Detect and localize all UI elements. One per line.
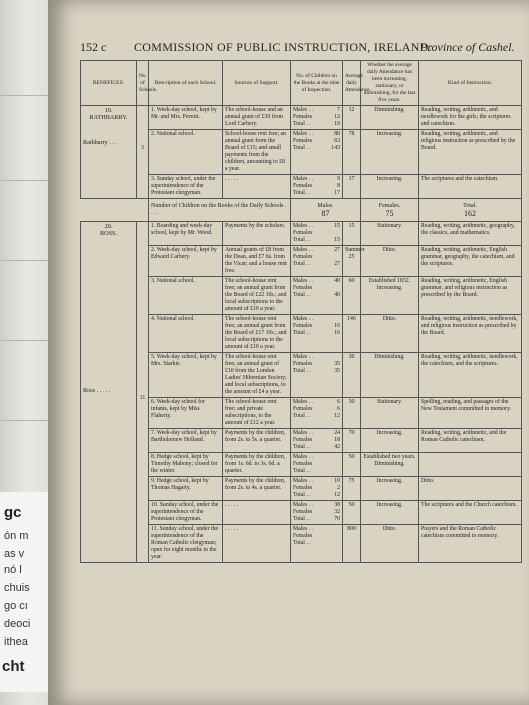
snippet-line: ithea bbox=[4, 636, 28, 648]
kind-of-instruction: Spelling, reading, and passages of the New Testament committed to memory. bbox=[419, 398, 522, 429]
average-attendance: 800 bbox=[343, 525, 361, 563]
kind-of-instruction: Reading, writing, arithmetic, needlework, the catechism, and the scriptures. bbox=[419, 353, 522, 398]
school-support: Annual grants of £8 from the Dean, and £7 6s. from the Vicar; and a house rent free. bbox=[223, 246, 291, 277]
average-attendance: 60 bbox=[343, 277, 361, 315]
kind-of-instruction: Reading, writing, arithmetic, English grammar, geography, the catechism, and the scriptures. bbox=[419, 246, 522, 277]
table-row bbox=[81, 222, 522, 246]
children-counts: Males . . Females 16 Total . . 16 bbox=[291, 315, 343, 353]
col-children: No. of Children on the Books at the time of Inspection. bbox=[291, 61, 343, 106]
children-counts: Males . . 24 Females 18 Total . . 42 bbox=[291, 429, 343, 453]
attendance-trend: Diminishing. bbox=[361, 106, 419, 130]
kind-of-instruction: Reading, writing, arithmetic, English grammar, and religious instruction as prescribed by the Board. bbox=[419, 277, 522, 315]
summary-section bbox=[81, 199, 522, 222]
school-description: 3. Sunday school, under the superintendence of the Protestant clergyman. bbox=[149, 175, 223, 199]
school-support: The school-house rent free; and private subscriptions, to the amount of £12 a year. bbox=[223, 398, 291, 429]
benefice-number: 10. bbox=[104, 107, 113, 114]
school-description: 4. National school. bbox=[149, 315, 223, 353]
school-support: School-house rent free; an annual grant from the Board of £15; and small payments from the children, amounting to £8 a year. bbox=[223, 130, 291, 175]
school-description: 1. Week-day school, kept by Mr. and Mrs. Perrott. bbox=[149, 106, 223, 130]
children-counts: Males . . Females Total . . bbox=[291, 453, 343, 477]
average-attendance: 146 bbox=[343, 315, 361, 353]
children-counts: Males . . 10 Females 2 Total . . 12 bbox=[291, 477, 343, 501]
snippet-line: ón m bbox=[4, 530, 29, 542]
school-support: The school-house rent free; an annual grant from the Board of £22 10s.; and local subscriptions to the amount of £10 a year. bbox=[223, 277, 291, 315]
children-counts: Males . . 80 Females 63 Total . . 143 bbox=[291, 130, 343, 175]
attendance-trend: Ditto. bbox=[361, 246, 419, 277]
school-description: 2. Week-day school, kept by Edward Carbery. bbox=[149, 246, 223, 277]
children-counts: Males . . 40 Females Total . . 40 bbox=[291, 277, 343, 315]
attendance-trend: Increasing. bbox=[361, 477, 419, 501]
school-support: . . . . . bbox=[223, 525, 291, 563]
snippet-line: deoci bbox=[4, 618, 31, 630]
school-support: The school-house and an annual grant of £30 from Lord Carbery. bbox=[223, 106, 291, 130]
col-no-schools: No. of Schools. bbox=[137, 61, 149, 106]
kind-of-instruction: The scriptures and the catechism. bbox=[419, 175, 522, 199]
benefice-number: 20. bbox=[104, 223, 113, 230]
attendance-trend: Increasing. bbox=[361, 175, 419, 199]
average-attendance: 30 bbox=[343, 353, 361, 398]
kind-of-instruction: Reading, writing, arithmetic, and the Roman Catholic catechism. bbox=[419, 429, 522, 453]
table-row bbox=[81, 106, 522, 130]
school-description: 7. Week-day school, kept by Bartholomew Holland. bbox=[149, 429, 223, 453]
kind-of-instruction: Reading, writing, arithmetic, needlework, and religious instruction as prescribed by the Board. bbox=[419, 315, 522, 353]
snippet-line: nó l bbox=[4, 564, 22, 576]
attendance-trend: Stationary. bbox=[361, 398, 419, 429]
children-counts: Males . . 6 Females 6 Total . . 12 bbox=[291, 398, 343, 429]
table-header-row bbox=[81, 61, 522, 106]
school-support: . . . . . bbox=[223, 501, 291, 525]
attendance-trend: Diminishing. bbox=[361, 353, 419, 398]
school-support: Payments by the children, from 2s. to 4s. a quarter. bbox=[223, 477, 291, 501]
school-support: The school-house rent free; an annual grant of £10 from the London Ladies' Hibernian Society; and local subscriptions, to the amount of £4 a year. bbox=[223, 353, 291, 398]
benefice-label: Ross . . . . . bbox=[83, 387, 111, 394]
average-attendance: 78 bbox=[343, 130, 361, 175]
snippet-line: go cı bbox=[4, 600, 28, 612]
attendance-trend: Increasing. bbox=[361, 501, 419, 525]
school-description: 2. National school. bbox=[149, 130, 223, 175]
summary-row bbox=[81, 199, 522, 222]
school-description: 3. National school. bbox=[149, 277, 223, 315]
school-description: 1. Boarding and week-day school, kept by Mr. Wood. bbox=[149, 222, 223, 246]
province-label: Province of Cashel. bbox=[420, 40, 515, 54]
benefice-name: RATHBARRY. bbox=[89, 114, 128, 121]
school-count: 3 bbox=[137, 106, 149, 199]
summary-females: Females. 75 bbox=[361, 199, 419, 222]
summary-label: Number of Children on the Books of the Daily Schools . . . . bbox=[149, 199, 291, 222]
school-description: 10. Sunday school, under the superintendence of the Protestant clergyman. bbox=[149, 501, 223, 525]
attendance-trend: Established 1832. Increasing. bbox=[361, 277, 419, 315]
average-attendance: 70 bbox=[343, 429, 361, 453]
school-support: The school-house rent free; an annual grant from the Board of £17 10s.; and local subscriptions to the amount of £10 a year. bbox=[223, 315, 291, 353]
children-counts: Males . . Females Total . . bbox=[291, 525, 343, 563]
school-count: 11 bbox=[137, 222, 149, 563]
snippet-line: cht bbox=[2, 658, 25, 675]
school-description: 8. Hedge school, kept by Timothy Mahony; closed for the winter. bbox=[149, 453, 223, 477]
book-page bbox=[48, 0, 529, 705]
average-attendance: 12 bbox=[343, 106, 361, 130]
school-description: 6. Week-day school for infants, kept by Miss Flaherty. bbox=[149, 398, 223, 429]
snippet-line: as v bbox=[4, 548, 25, 560]
kind-of-instruction: The scriptures and the Church catechism. bbox=[419, 501, 522, 525]
children-counts: Males . . 15 Females Total . . 15 bbox=[291, 222, 343, 246]
benefice-cell bbox=[81, 106, 137, 199]
col-support: Sources of Support. bbox=[223, 61, 291, 106]
kind-of-instruction: Reading, writing, arithmetic, geography, the classics, and mathematics. bbox=[419, 222, 522, 246]
col-benefices: BENEFICES. bbox=[81, 61, 137, 106]
attendance-trend: Stationary. bbox=[361, 222, 419, 246]
attendance-trend: Established two years. Diminishing. bbox=[361, 453, 419, 477]
average-attendance: 75 bbox=[343, 477, 361, 501]
col-trend: Whether the average daily Attendance has been increasing, stationary, or diminishing, for the last five years. bbox=[361, 61, 419, 106]
page-title: COMMISSION OF PUBLIC INSTRUCTION, IRELAND. bbox=[134, 40, 432, 54]
attendance-trend: Increasing. bbox=[361, 429, 419, 453]
col-average: Average daily Attendance. bbox=[343, 61, 361, 106]
snippet-line: gc bbox=[4, 504, 22, 521]
children-counts: Males . . Females 35 Total . . 35 bbox=[291, 353, 343, 398]
average-attendance: Summer 25 bbox=[343, 246, 361, 277]
attendance-trend: Ditto. bbox=[361, 315, 419, 353]
average-attendance: 17 bbox=[343, 175, 361, 199]
children-counts: Males . . 7 Females 12 Total . . 19 bbox=[291, 106, 343, 130]
average-attendance: 50 bbox=[343, 501, 361, 525]
school-support: Payments by the children, from 1s. 6d. to 3s. 6d. a quarter. bbox=[223, 453, 291, 477]
attendance-trend: Ditto. bbox=[361, 525, 419, 563]
schools-table bbox=[80, 60, 521, 563]
kind-of-instruction bbox=[419, 453, 522, 477]
section-ross bbox=[81, 222, 522, 563]
average-attendance: 50 bbox=[343, 453, 361, 477]
attendance-trend: Increasing. bbox=[361, 130, 419, 175]
school-support: Payments by the children, from 2s. to 5s. a quarter. bbox=[223, 429, 291, 453]
children-counts: Males . . 27 Females Total . . 27 bbox=[291, 246, 343, 277]
col-kind: Kind of Instruction. bbox=[419, 61, 522, 106]
summary-total: Total. 162 bbox=[419, 199, 522, 222]
col-description: Description of each School. bbox=[149, 61, 223, 106]
school-description: 5. Week-day school, kept by Mrs. Starkie. bbox=[149, 353, 223, 398]
kind-of-instruction: Reading, writing, arithmetic, and religious instruction as prescribed by the Board. bbox=[419, 130, 522, 175]
school-description: 11. Sunday school, under the superintendence of the Roman Catholic clergyman; open for eight months in the year. bbox=[149, 525, 223, 563]
school-support: Payments by the scholars. bbox=[223, 222, 291, 246]
snippet-line: chuis bbox=[4, 582, 30, 594]
children-counts: Males . . 38 Females 32 Total . . 70 bbox=[291, 501, 343, 525]
benefice-label: Rathbarry . . . bbox=[83, 139, 118, 146]
children-counts: Males . . 9 Females 8 Total . . 17 bbox=[291, 175, 343, 199]
benefice-name: ROSS. bbox=[99, 230, 118, 237]
kind-of-instruction: Reading, writing, arithmetic, and needlework for the girls; the scriptures and catechism. bbox=[419, 106, 522, 130]
page-number: 152 c bbox=[80, 40, 107, 54]
average-attendance: 15 bbox=[343, 222, 361, 246]
kind-of-instruction: Ditto. bbox=[419, 477, 522, 501]
summary-males: Males. 87 bbox=[291, 199, 361, 222]
school-support: . . . . . bbox=[223, 175, 291, 199]
average-attendance: 30 bbox=[343, 398, 361, 429]
benefice-cell bbox=[81, 222, 137, 563]
section-rathbarry bbox=[81, 106, 522, 199]
school-description: 9. Hedge school, kept by Thomas Hagarty. bbox=[149, 477, 223, 501]
kind-of-instruction: Prayers and the Roman Catholic catechism committed to memory. bbox=[419, 525, 522, 563]
